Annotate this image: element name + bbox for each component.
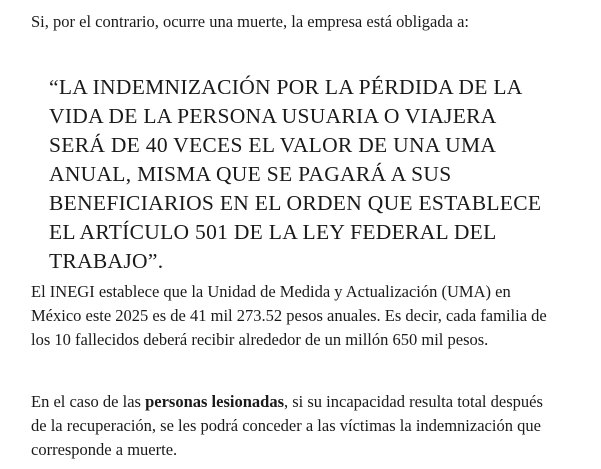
injured-highlight: personas lesionadas bbox=[145, 392, 284, 411]
injured-paragraph bbox=[31, 390, 551, 462]
pull-quote: “LA INDEMNIZACIÓN POR LA PÉRDIDA DE LA VIDA DE LA PERSONA USUARIA O VIAJERA SERÁ DE 40 VECES EL VALOR DE UNA UMA ANUAL, MISMA QUE SE PAGARÁ A SUS BENEFICIARIOS EN EL ORDEN QUE ESTABLECE EL ARTÍCULO 501 DE LA LEY FEDERAL DEL TRABAJO”. bbox=[49, 75, 542, 273]
injured-text-before: En el caso de las bbox=[31, 392, 146, 411]
injured-text-after: , si su incapacidad resulta total después de la recuperación, se les podrá conceder a las víctimas la indemnización que corresponde a muerte. bbox=[31, 392, 543, 459]
intro-paragraph: Si, por el contrario, ocurre una muerte, la empresa está obligada a: bbox=[31, 12, 469, 31]
uma-paragraph: El INEGI establece que la Unidad de Medida y Actualización (UMA) en México este 2025 es de 41 mil 273.52 pesos anuales. Es decir, cada familia de los 10 fallecidos deberá recibir alrededor de un millón 650 mil pesos. bbox=[31, 282, 547, 349]
